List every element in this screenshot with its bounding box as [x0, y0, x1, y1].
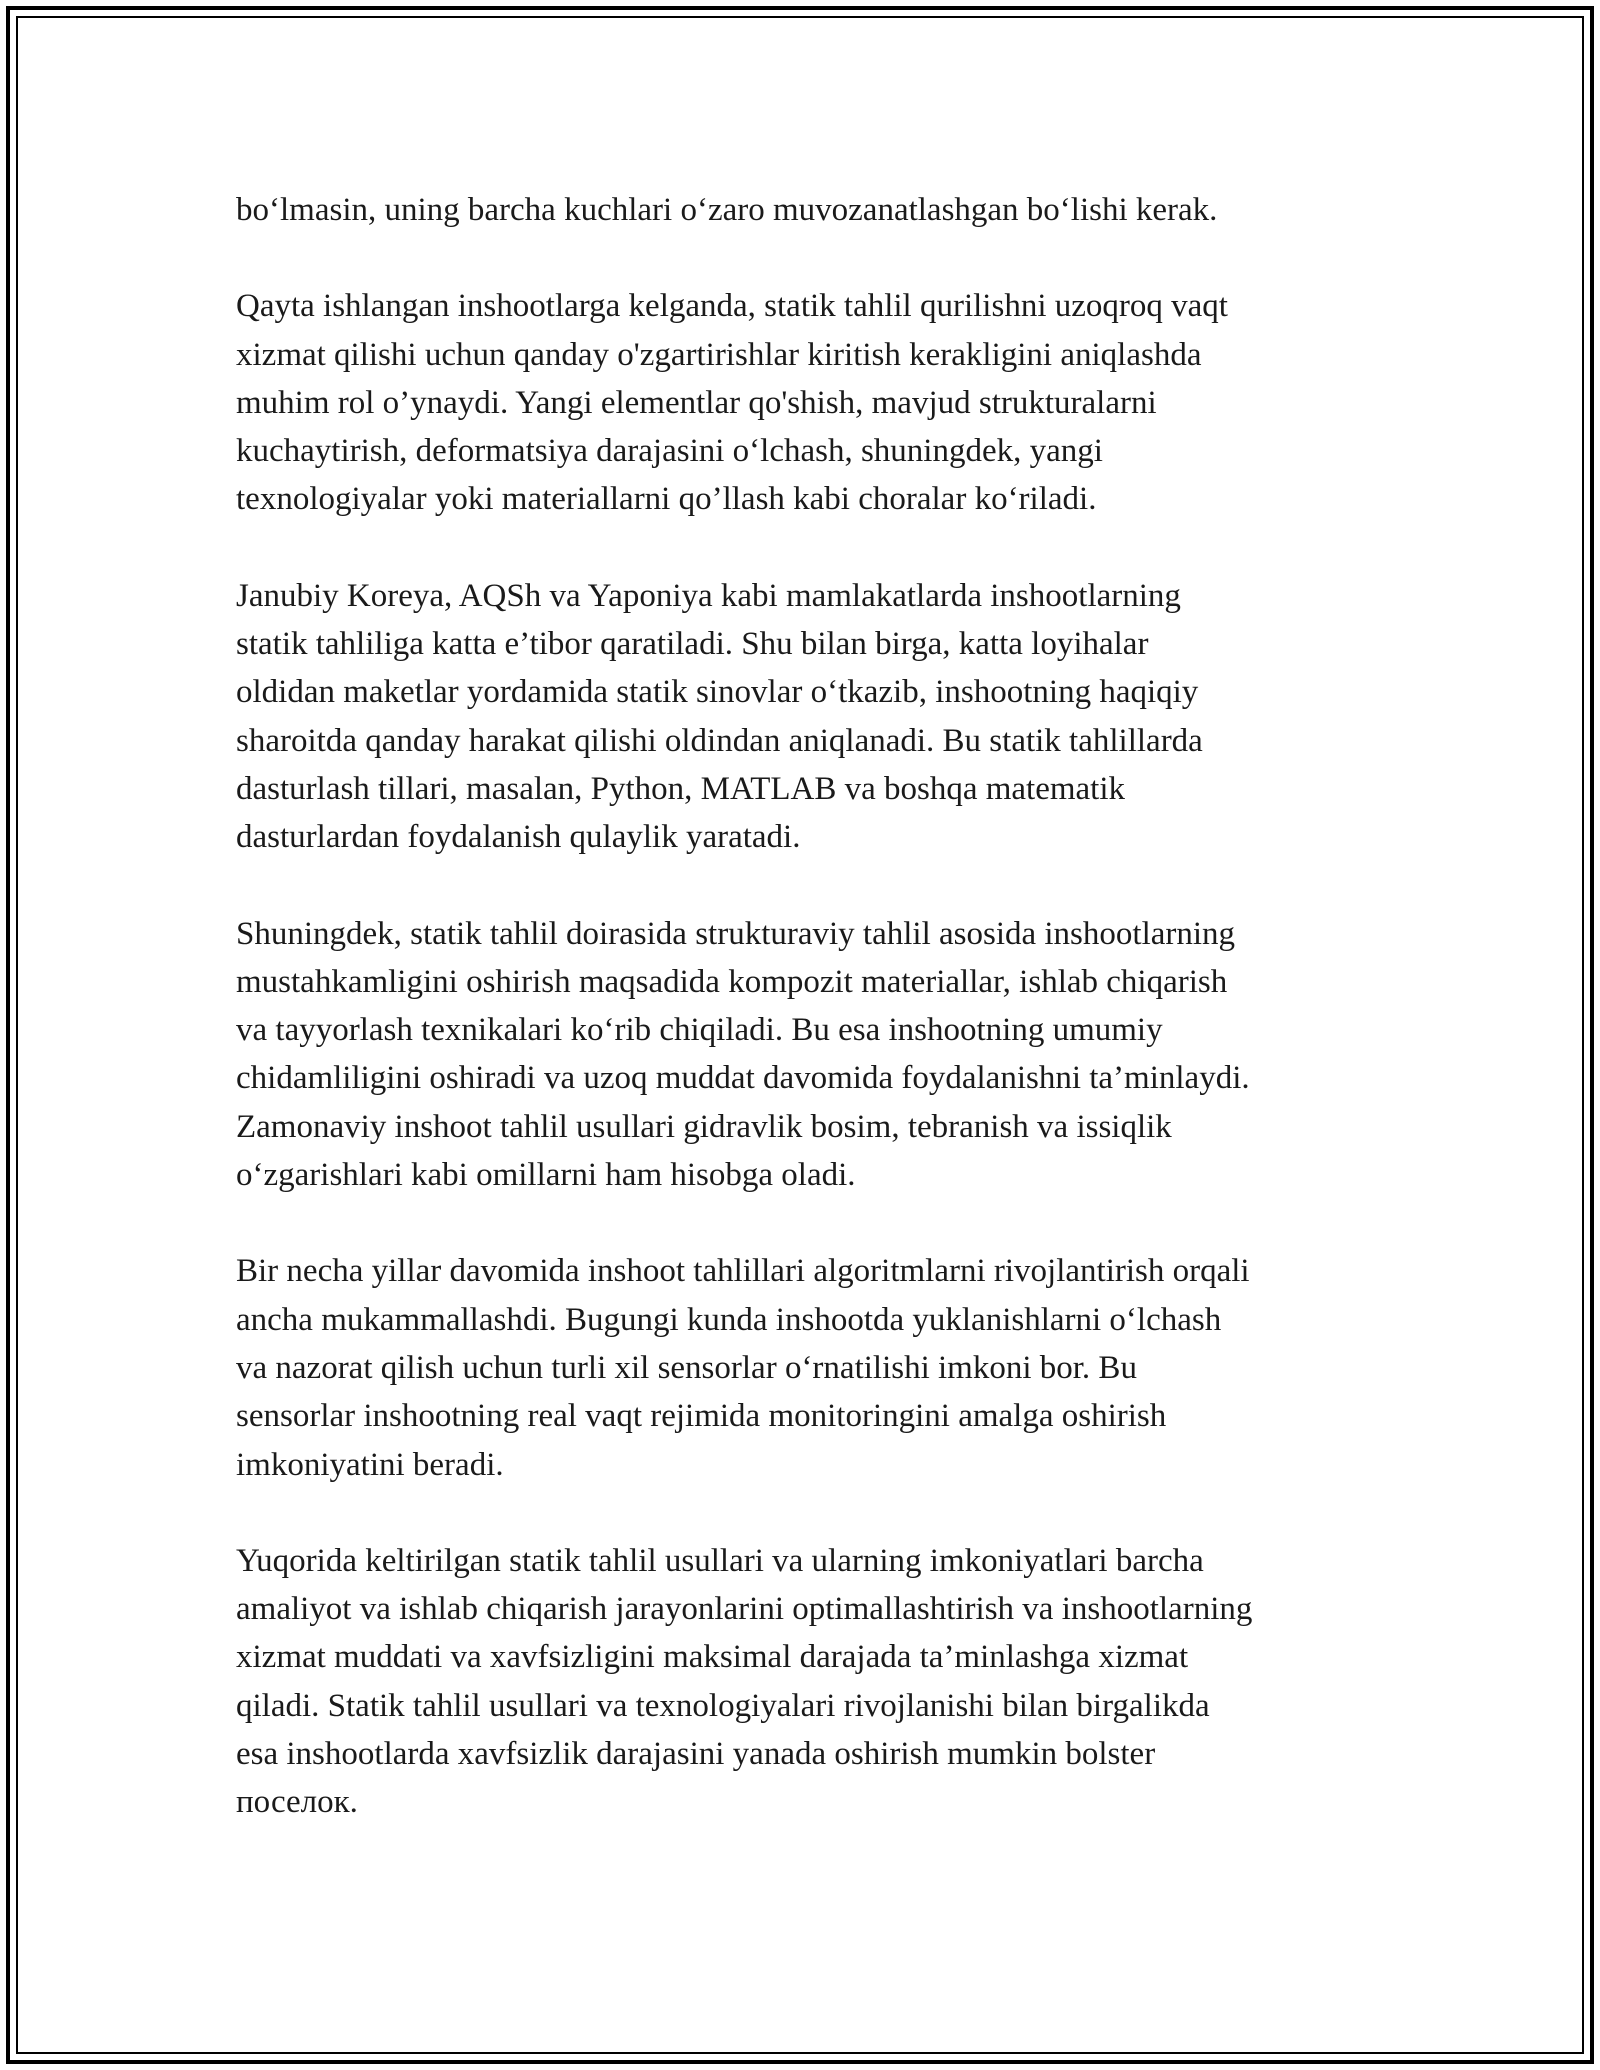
text-line: Zamonaviy inshoot tahlil usullari gidravlik bosim, tebranish va issiqlik — [236, 1108, 1172, 1145]
text-line: oʻzgarishlari kabi omillarni ham hisobga oladi. — [236, 1157, 856, 1194]
text-line: ancha mukammallashdi. Bugungi kunda inshootda yuklanishlarni oʻlchash — [236, 1301, 1222, 1338]
document-body — [236, 186, 1376, 1827]
paragraph-1 — [236, 186, 1376, 234]
text-line: Janubiy Koreya, AQSh va Yaponiya kabi mamlakatlarda inshootlarning — [236, 577, 1181, 614]
paragraph-2 — [236, 282, 1376, 523]
paragraph-5 — [236, 1247, 1376, 1488]
text-line: Bir necha yillar davomida inshoot tahlillari algoritmlarni rivojlantirish orqali — [236, 1253, 1250, 1290]
text-line: chidamliligini oshiradi va uzoq muddat davomida foydalanishni ta’minlaydi. — [236, 1060, 1250, 1097]
text-line: sharoitda qanday harakat qilishi oldindan aniqlanadi. Bu statik tahlillarda — [236, 722, 1203, 759]
text-line: texnologiyalar yoki materiallarni qo’llash kabi choralar koʻriladi. — [236, 481, 1097, 518]
text-line: mustahkamligini oshirish maqsadida kompozit materiallar, ishlab chiqarish — [236, 963, 1228, 1000]
text-line: oldidan maketlar yordamida statik sinovlar oʻtkazib, inshootning haqiqiy — [236, 674, 1199, 711]
text-line: xizmat muddati va xavfsizligini maksimal darajada ta’minlashga xizmat — [236, 1639, 1189, 1676]
text-line: Shuningdek, statik tahlil doirasida strukturaviy tahlil asosida inshootlarning — [236, 915, 1236, 952]
text-line: esa inshootlarda xavfsizlik darajasini yanada oshirish mumkin bolster — [236, 1736, 1156, 1773]
text-line: boʻlmasin, uning barcha kuchlari oʻzaro muvozanatlashgan boʻlishi kerak. — [236, 192, 1218, 228]
paragraph-3 — [236, 572, 1376, 862]
text-line: kuchaytirish, deformatsiya darajasini oʻlchash, shuningdek, yangi — [236, 433, 1103, 470]
paragraph-6 — [236, 1537, 1376, 1827]
text-line: muhim rol o’ynaydi. Yangi elementlar qo'shish, mavjud strukturalarni — [236, 384, 1157, 421]
text-line: xizmat qilishi uchun qanday o'zgartirishlar kiritish kerakligini aniqlashda — [236, 336, 1202, 373]
text-line: amaliyot va ishlab chiqarish jarayonlarini optimallashtirish va inshootlarning — [236, 1591, 1253, 1628]
text-line: qiladi. Statik tahlil usullari va texnologiyalari rivojlanishi bilan birgalikda — [236, 1687, 1210, 1724]
text-line: Yuqorida keltirilgan statik tahlil usullari va ularning imkoniyatlari barcha — [236, 1542, 1204, 1579]
text-line: va nazorat qilish uchun turli xil sensorlar oʻrnatilishi imkoni bor. Bu — [236, 1349, 1137, 1386]
text-line: dasturlash tillari, masalan, Python, MATLAB va boshqa matematik — [236, 770, 1126, 807]
text-line: statik tahliliga katta e’tibor qaratiladi. Shu bilan birga, katta loyihalar — [236, 626, 1149, 663]
text-line: va tayyorlash texnikalari koʻrib chiqiladi. Bu esa inshootning umumiy — [236, 1012, 1163, 1049]
paragraph-4 — [236, 910, 1376, 1200]
text-line: Qayta ishlangan inshootlarga kelganda, statik tahlil qurilishni uzoqroq vaqt — [236, 288, 1228, 325]
text-line: sensorlar inshootning real vaqt rejimida monitoringini amalga oshirish — [236, 1398, 1167, 1435]
text-line: поселок. — [236, 1784, 358, 1821]
text-line: imkoniyatini beradi. — [236, 1446, 504, 1483]
text-line: dasturlardan foydalanish qulaylik yaratadi. — [236, 819, 801, 856]
